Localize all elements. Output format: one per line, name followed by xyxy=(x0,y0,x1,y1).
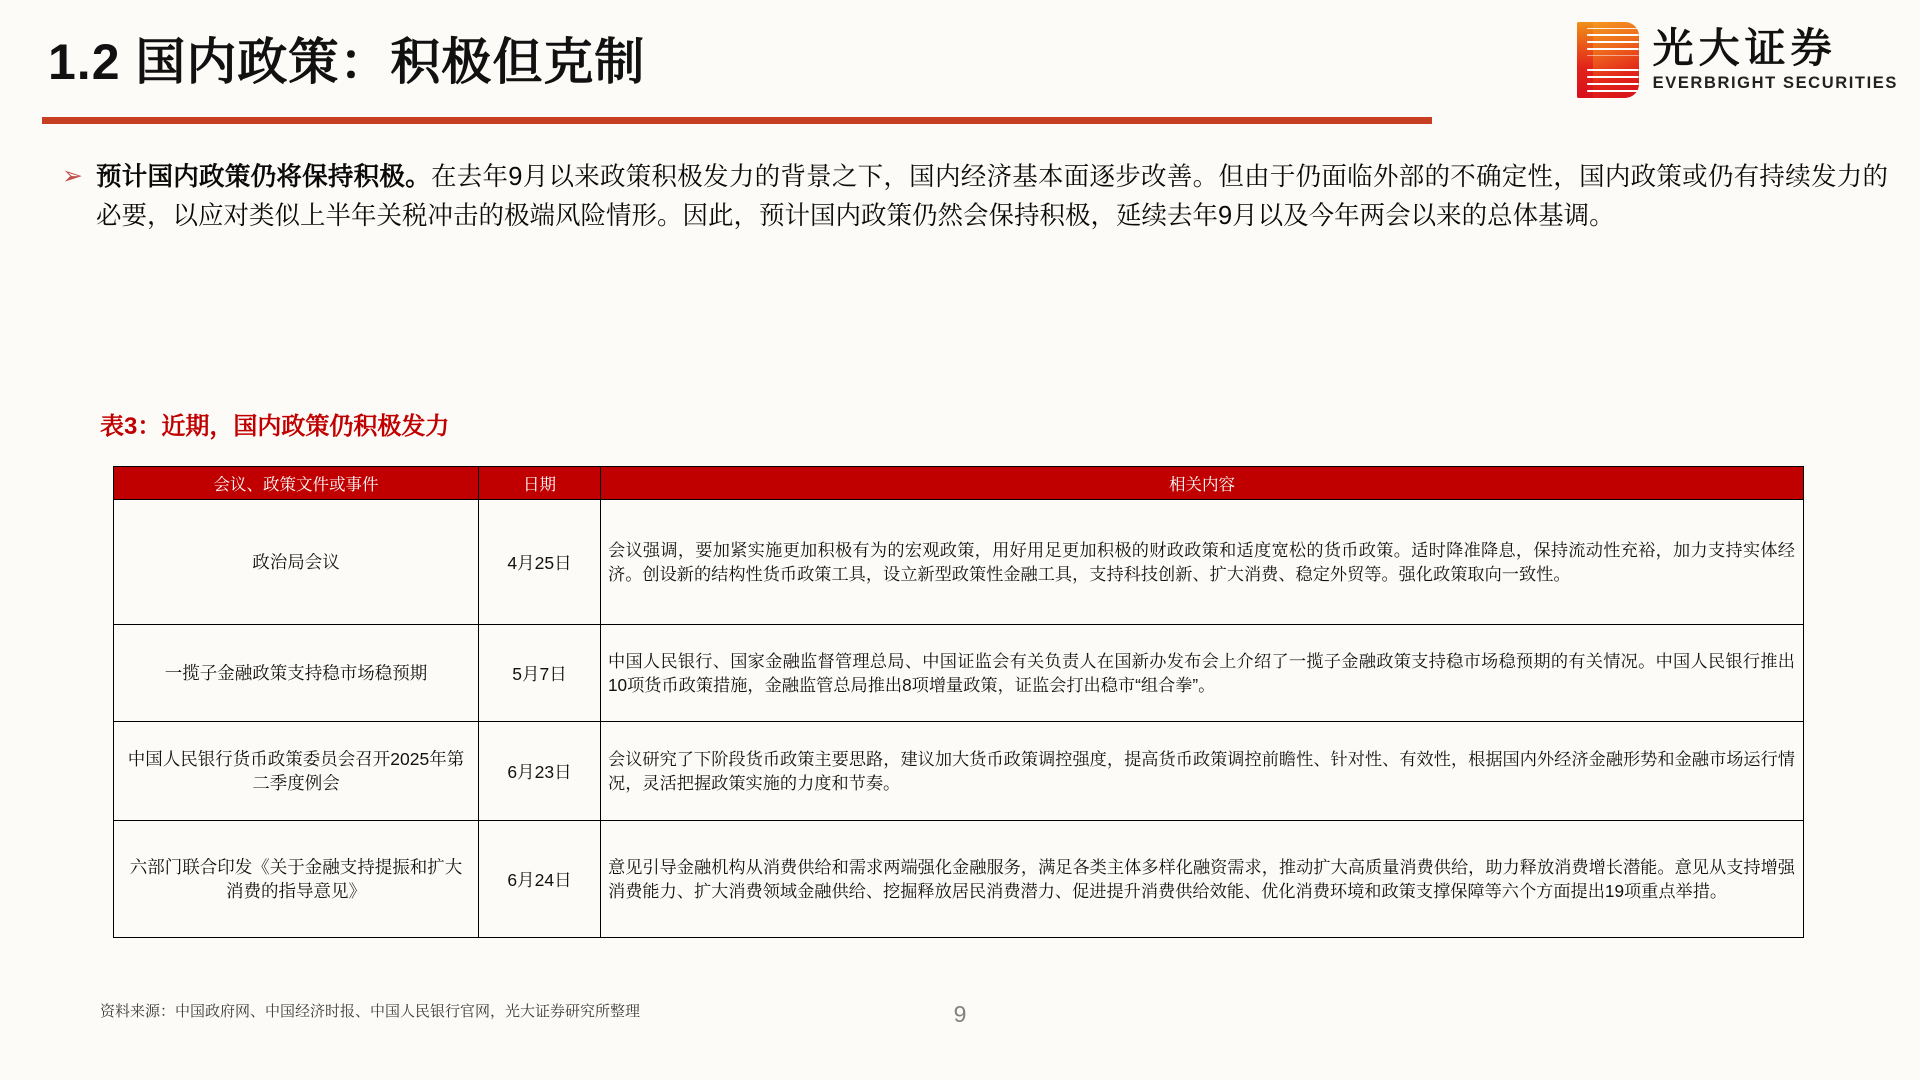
page-number: 9 xyxy=(953,1001,967,1027)
table-row xyxy=(114,722,1804,821)
column-header-event: 会议、政策文件或事件 xyxy=(114,467,479,500)
table-row xyxy=(114,625,1804,722)
everbright-securities-logo xyxy=(1577,22,1898,98)
column-header-date: 日期 xyxy=(479,467,601,500)
table-header-row xyxy=(114,467,1804,500)
column-header-content: 相关内容 xyxy=(601,467,1804,500)
logo-chinese-name: 光大证券 xyxy=(1652,24,1837,71)
cell-content: 会议研究了下阶段货币政策主要思路，建议加大货币政策调控强度，提高货币政策调控前瞻性、针对性、有效性，根据国内外经济金融形势和金融市场运行情况，灵活把握政策实施的力度和节奏。 xyxy=(601,722,1804,821)
header-divider-rule xyxy=(42,117,1432,124)
everbright-b-mark-icon xyxy=(1577,22,1639,98)
cell-event: 一揽子金融政策支持稳市场稳预期 xyxy=(114,625,479,722)
logo-english-name: EVERBRIGHT SECURITIES xyxy=(1652,74,1898,93)
table-row xyxy=(114,821,1804,938)
cell-date: 6月24日 xyxy=(479,821,601,938)
policy-table xyxy=(113,466,1804,938)
table-caption: 表3：近期，国内政策仍积极发力 xyxy=(100,413,450,440)
cell-date: 5月7日 xyxy=(479,625,601,722)
arrow-bullet-icon: ➢ xyxy=(62,162,83,190)
source-note: 资料来源：中国政府网、中国经济时报、中国人民银行官网，光大证券研究所整理 xyxy=(100,1003,641,1020)
key-point-body: 在去年9月以来政策积极发力的背景之下，国内经济基本面逐步改善。但由于仍面临外部的不确定性，国内政策或仍有持续发力的必要，以应对类似上半年关税冲击的极端风险情形。因此，预计国内政策仍然会保持积极，延续去年9月以及今年两会以来的总体基调。 xyxy=(96,163,1888,230)
cell-date: 6月23日 xyxy=(479,722,601,821)
table-row xyxy=(114,500,1804,625)
key-point-lead: 预计国内政策仍将保持积极。 xyxy=(96,163,431,191)
cell-date: 4月25日 xyxy=(479,500,601,625)
cell-event: 政治局会议 xyxy=(114,500,479,625)
cell-event: 中国人民银行货币政策委员会召开2025年第二季度例会 xyxy=(114,722,479,821)
cell-content: 中国人民银行、国家金融监督管理总局、中国证监会有关负责人在国新办发布会上介绍了一揽子金融政策支持稳市场稳预期的有关情况。中国人民银行推出10项货币政策措施，金融监管总局推出8项增量政策，证监会打出稳市“组合拳”。 xyxy=(601,625,1804,722)
cell-content: 意见引导金融机构从消费供给和需求两端强化金融服务，满足各类主体多样化融资需求，推动扩大高质量消费供给，助力释放消费增长潜能。意见从支持增强消费能力、扩大消费领域金融供给、挖掘释放居民消费潜力、促进提升消费供给效能、优化消费环境和政策支撑保障等六个方面提出19项重点举措。 xyxy=(601,821,1804,938)
cell-event: 六部门联合印发《关于金融支持提振和扩大消费的指导意见》 xyxy=(114,821,479,938)
slide-header xyxy=(0,0,1920,125)
key-point-bullet xyxy=(62,158,1888,236)
page-title: 1.2 国内政策：积极但克制 xyxy=(48,34,646,90)
cell-content: 会议强调，要加紧实施更加积极有为的宏观政策，用好用足更加积极的财政政策和适度宽松的货币政策。适时降准降息，保持流动性充裕，加力支持实体经济。创设新的结构性货币政策工具，设立新型政策性金融工具，支持科技创新、扩大消费、稳定外贸等。强化政策取向一致性。 xyxy=(601,500,1804,625)
key-point-text xyxy=(96,158,1888,236)
